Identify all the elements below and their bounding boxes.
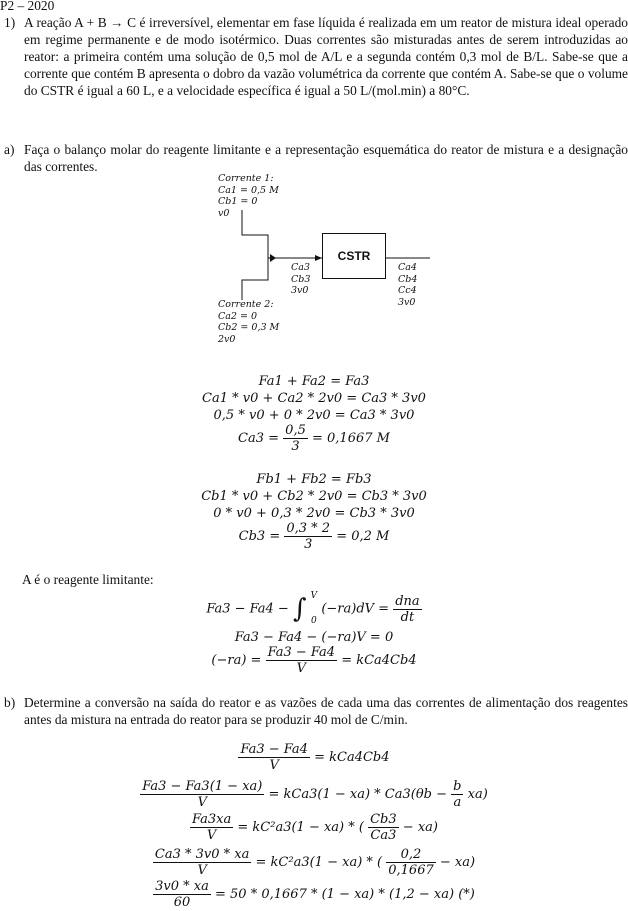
outlet-stream-labels: [398, 262, 417, 308]
limiting-reagent-text: A é o reagente limitante:: [22, 572, 154, 587]
design-eq3-lhs: (−ra) =: [211, 653, 262, 668]
stream-1-flow: v0: [218, 207, 230, 219]
part-b-eq2-num: Fa3 − Fa3(1 − xa): [142, 779, 263, 794]
balance-b-den: 3: [304, 537, 313, 552]
balance-b-eq2: Cb1 * v0 + Cb2 * 2v0 = Cb3 * 3v0: [201, 489, 427, 504]
part-b-label: b): [4, 695, 16, 710]
integral-sign: ∫: [292, 594, 307, 624]
part-b-eq5-rhs: = 50 * 0,1667 * (1 − xa) * (1,2 − xa) (*): [215, 887, 475, 902]
part-b-eq2-den: V: [197, 795, 207, 810]
part-b-eq3-rhs: = kC²a3(1 − xa) * (: [237, 820, 364, 835]
part-b-eq3-fden: Ca3: [370, 828, 397, 843]
design-eq1-mid: (−ra)dV =: [321, 601, 390, 617]
balance-b-eq1: Fb1 + Fb2 = Fb3: [256, 472, 372, 487]
integral-lower: 0: [311, 616, 317, 626]
part-b-eq1: [0, 742, 628, 773]
stream-2-labels: [218, 299, 279, 345]
balance-b-result: = 0,2 M: [336, 529, 390, 544]
balance-a-eq1: Fa1 + Fa2 = Fa3: [258, 374, 370, 389]
outlet-flow: 3v0: [398, 296, 416, 308]
cstr-reactor-box: CSTR: [322, 233, 386, 279]
part-b-eq3-fnum: Cb3: [370, 812, 397, 827]
question-number: 1): [4, 15, 16, 30]
part-b-eq2-tail: xa): [467, 787, 488, 802]
design-eq3-den: V: [296, 661, 306, 676]
balance-a-den: 3: [291, 439, 300, 454]
stream-1-cb: Cb1 = 0: [218, 196, 258, 207]
stream-2-title: Corrente 2:: [218, 299, 274, 310]
part-a-text: Faça o balanço molar do reagente limitante e a representação esquemática do reator de mistura e a designação das correntes.: [24, 142, 628, 174]
integral-upper: V: [310, 591, 318, 601]
balance-a-num: 0,5: [285, 423, 306, 438]
part-b-eq3-den: V: [206, 828, 217, 843]
part-b-eq4-fden: 0,1667: [388, 863, 434, 878]
outlet-cb: Cb4: [398, 273, 418, 285]
mixed-flow: 3v0: [291, 285, 309, 296]
stream-1-title: Corrente 1:: [218, 173, 274, 184]
part-b-eq1-rhs: = kCa4Cb4: [314, 750, 390, 765]
part-b-eq4-fnum: 0,2: [386, 847, 436, 863]
design-eq3-rhs: = kCa4Cb4: [341, 653, 417, 668]
part-b-eq4-den: V: [197, 863, 207, 878]
balance-a-result: = 0,1667 M: [312, 431, 390, 446]
part-a-label: a): [4, 142, 15, 157]
part-b-eq5-num: 3v0 * xa: [155, 879, 209, 894]
mixed-ca: Ca3: [291, 262, 310, 273]
part-b-eq1-num: Fa3 − Fa4: [240, 742, 308, 757]
part-b-eq3: [0, 812, 628, 843]
part-b-eq2-fnum: b: [453, 779, 462, 794]
mixed-cb: Cb3: [291, 273, 311, 285]
part-b-eq5: [0, 879, 628, 910]
integral-limits: [311, 588, 318, 630]
part-b-eq2-rhs: = kCa3(1 − xa) * Ca3(θb −: [268, 787, 448, 802]
design-eq1-lhs: Fa3 − Fa4 −: [206, 601, 289, 617]
design-eq3: [0, 645, 628, 676]
part-b-eq4: [0, 847, 628, 878]
mixed-stream-labels: [291, 262, 310, 297]
balance-b-eq3: 0 * v0 + 0,3 * 2v0 = Cb3 * 3v0: [213, 506, 415, 521]
question-text: A reação A + B → C é irreversível, elementar em fase líquida é realizada em um reator de mistura ideal operado em regime permanente e de modo isotérmico. Duas correntes são misturadas antes de serem introduzidas ao reator: a primeira contém uma solução de 0,5 mol de A/L e a segunda contém 0,3 mol de B/L. Sabe-se que a corrente que contém B apresenta o dobro da vazão volumétrica da corrente que contém A. Sabe-se que o volume do CSTR é igual a 60 L, e a velocidade específica é igual a 50 L/(mol.min) a 80°C.: [24, 15, 628, 98]
part-b-eq1-den: V: [269, 758, 279, 773]
part-b-eq4-tail: − xa): [439, 855, 476, 870]
balance-a-eq3: 0,5 * v0 + 0 * 2v0 = Ca3 * 3v0: [213, 408, 415, 423]
stream-1-labels: [218, 173, 279, 219]
design-eq1-num: dna: [395, 593, 420, 609]
page-header: P2 – 2020: [0, 0, 55, 13]
stream-2-cb: Cb2 = 0,3 M: [218, 322, 280, 333]
design-eq2: Fa3 − Fa4 − (−ra)V = 0: [234, 630, 394, 645]
outlet-ca: Ca4: [398, 262, 417, 273]
stream-1-ca: Ca1 = 0,5 M: [218, 184, 279, 196]
part-b-eq3-num: Fa3xa: [192, 812, 232, 827]
balance-a-eq4: Ca3 = $\frac{0,5}{3}$ = 0,1667 M: [238, 423, 390, 454]
stream-2-ca: Ca2 = 0: [218, 310, 258, 322]
balance-b-num: 0,3 * 2: [286, 521, 331, 536]
part-b-eq2-fden: a: [453, 795, 462, 810]
outlet-cc: Cc4: [398, 285, 417, 296]
balance-b-eq4: Cb3 = $\frac{0,3 * 2}{3}$ = 0,2 M: [238, 521, 390, 552]
design-eq3-num: Fa3 − Fa4: [267, 645, 336, 660]
part-b-eq4-rhs: = kC²a3(1 − xa) * (: [255, 855, 383, 870]
design-eq1: [0, 588, 628, 630]
part-b-eq3-tail: − xa): [402, 820, 438, 835]
part-b-eq5-den: 60: [173, 895, 191, 910]
part-b-eq2: [0, 779, 628, 810]
part-b-eq4-num: Ca3 * 3v0 * xa: [154, 847, 250, 862]
diagram-lines: [0, 0, 628, 360]
design-eq1-den: dt: [400, 609, 415, 625]
part-b-text: Determine a conversão na saída do reator e as vazões de cada uma das correntes de alimentação dos reagentes antes da mistura na entrada do reator para se produzir 40 mol de C/min.: [24, 695, 628, 727]
stream-2-flow: 2v0: [218, 333, 236, 345]
balance-a-eq2: Ca1 * v0 + Ca2 * 2v0 = Ca3 * 3v0: [202, 391, 426, 406]
